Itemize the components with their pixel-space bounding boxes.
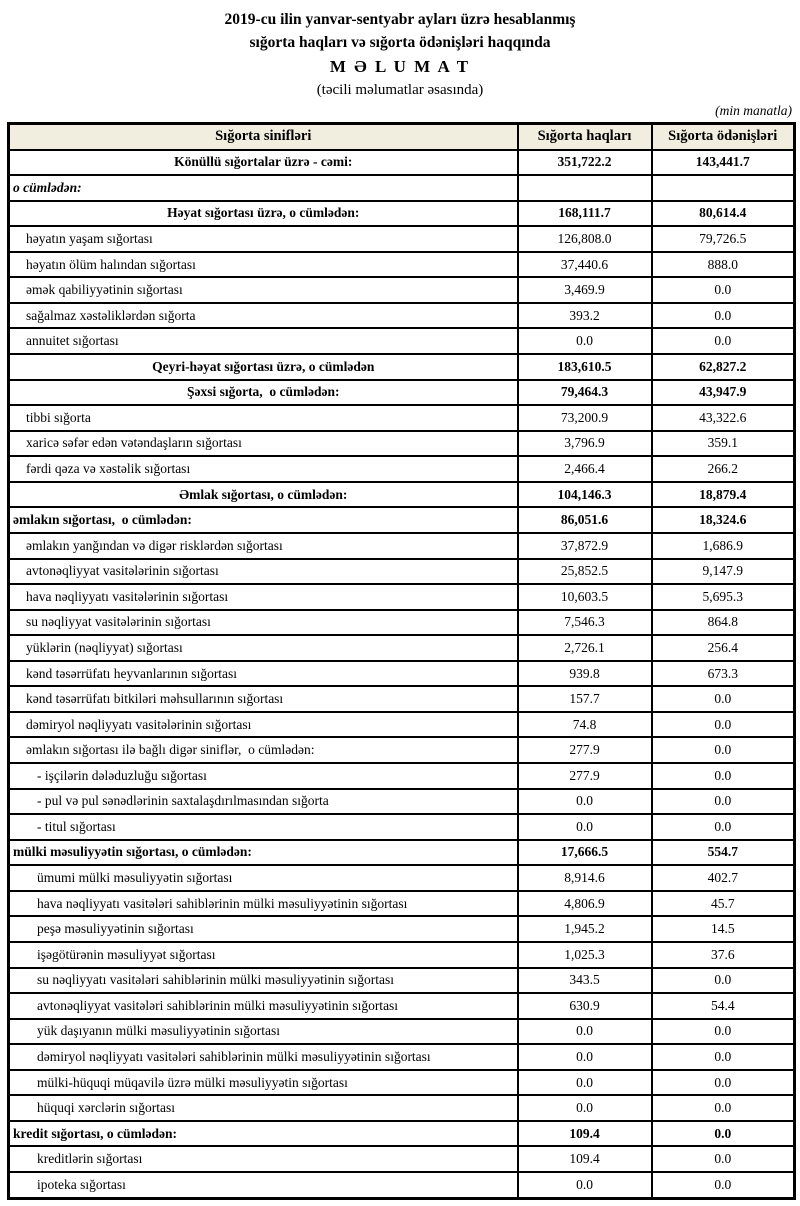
title-line-3: M Ə L U M A T: [329, 57, 471, 76]
table-row: [9, 635, 795, 661]
row-label: Qeyri-həyat sığortası üzrə, o cümlədən: [9, 354, 518, 380]
premiums-value: 7,546.3: [518, 610, 652, 636]
premiums-value: 37,440.6: [518, 252, 652, 278]
payments-value: 43,322.6: [652, 405, 795, 431]
row-label: Şəxsi sığorta, o cümlədən:: [9, 380, 518, 406]
col-header-payments: Sığorta ödənişləri: [652, 124, 795, 150]
payments-value: 888.0: [652, 252, 795, 278]
payments-value: 0.0: [652, 1172, 795, 1199]
payments-value: 9,147.9: [652, 559, 795, 585]
row-label: - titul sığortası: [9, 814, 518, 840]
payments-value: 54.4: [652, 993, 795, 1019]
payments-value: 0.0: [652, 277, 795, 303]
row-label: fərdi qəza və xəstəlik sığortası: [9, 456, 518, 482]
table-row: [9, 942, 795, 968]
payments-value: 0.0: [652, 737, 795, 763]
payments-value: 0.0: [652, 1019, 795, 1045]
payments-value: 0.0: [652, 763, 795, 789]
payments-value: 0.0: [652, 1070, 795, 1096]
payments-value: 143,441.7: [652, 150, 795, 176]
premiums-value: 183,610.5: [518, 354, 652, 380]
title-line-2: sığorta haqları və sığorta ödənişləri haqqında: [249, 34, 551, 51]
row-label: işəgötürənin məsuliyyət sığortası: [9, 942, 518, 968]
payments-value: 0.0: [652, 712, 795, 738]
row-label: kənd təsərrüfatı bitkiləri məhsullarının sığortası: [9, 686, 518, 712]
premiums-value: 630.9: [518, 993, 652, 1019]
table-row: [9, 175, 795, 201]
table-row: [9, 226, 795, 252]
table-row: [9, 891, 795, 917]
table-row: [9, 737, 795, 763]
table-row: [9, 201, 795, 227]
payments-value: 5,695.3: [652, 584, 795, 610]
premiums-value: 939.8: [518, 661, 652, 687]
row-label: avtonəqliyyat vasitələrinin sığortası: [9, 559, 518, 585]
premiums-value: 17,666.5: [518, 840, 652, 866]
row-label: annuitet sığortası: [9, 328, 518, 354]
table-row: [9, 533, 795, 559]
payments-value: [652, 175, 795, 201]
payments-value: 14.5: [652, 916, 795, 942]
row-label: hüquqi xərclərin sığortası: [9, 1095, 518, 1121]
row-label: Könüllü sığortalar üzrə - cəmi:: [9, 150, 518, 176]
premiums-value: 2,466.4: [518, 456, 652, 482]
row-label: su nəqliyyatı vasitələri sahiblərinin mülki məsuliyyətinin sığortası: [9, 968, 518, 994]
premiums-value: 37,872.9: [518, 533, 652, 559]
table-body: [9, 150, 795, 1199]
premiums-value: 0.0: [518, 814, 652, 840]
table-header: [9, 124, 795, 150]
row-label: Həyat sığortası üzrə, o cümlədən:: [9, 201, 518, 227]
premiums-value: 0.0: [518, 1044, 652, 1070]
payments-value: 0.0: [652, 303, 795, 329]
unit-note: (min manatla): [715, 103, 792, 118]
payments-value: 402.7: [652, 865, 795, 891]
table-row: [9, 456, 795, 482]
table-row: [9, 277, 795, 303]
row-label: mülki məsuliyyətin sığortası, o cümlədən:: [9, 840, 518, 866]
payments-value: 37.6: [652, 942, 795, 968]
payments-value: 554.7: [652, 840, 795, 866]
payments-value: 266.2: [652, 456, 795, 482]
table-row: [9, 252, 795, 278]
payments-value: 0.0: [652, 968, 795, 994]
premiums-value: 109.4: [518, 1146, 652, 1172]
table-row: [9, 814, 795, 840]
row-label: həyatın ölüm halından sığortası: [9, 252, 518, 278]
premiums-value: 126,808.0: [518, 226, 652, 252]
payments-value: 0.0: [652, 686, 795, 712]
table-row: [9, 661, 795, 687]
row-label: ümumi mülki məsuliyyətin sığortası: [9, 865, 518, 891]
table-row: [9, 303, 795, 329]
premiums-value: [518, 175, 652, 201]
payments-value: 80,614.4: [652, 201, 795, 227]
row-label: sağalmaz xəstəliklərdən sığorta: [9, 303, 518, 329]
premiums-value: 0.0: [518, 1172, 652, 1199]
premiums-value: 25,852.5: [518, 559, 652, 585]
payments-value: 0.0: [652, 789, 795, 815]
table-row: [9, 1172, 795, 1199]
table-row: [9, 865, 795, 891]
col-header-classes: Sığorta sinifləri: [9, 124, 518, 150]
insurance-table: [7, 122, 796, 1200]
premiums-value: 0.0: [518, 1095, 652, 1121]
premiums-value: 0.0: [518, 1019, 652, 1045]
table-row: [9, 1121, 795, 1147]
payments-value: 0.0: [652, 1121, 795, 1147]
premiums-value: 4,806.9: [518, 891, 652, 917]
row-label: həyatın yaşam sığortası: [9, 226, 518, 252]
payments-value: 0.0: [652, 1146, 795, 1172]
premiums-value: 2,726.1: [518, 635, 652, 661]
row-label: avtonəqliyyat vasitələri sahiblərinin mülki məsuliyyətinin sığortası: [9, 993, 518, 1019]
row-label: əmlakın yanğından və digər risklərdən sığortası: [9, 533, 518, 559]
row-label: o cümlədən:: [9, 175, 518, 201]
table-row: [9, 584, 795, 610]
row-label: əmlakın sığortası, o cümlədən:: [9, 507, 518, 533]
premiums-value: 0.0: [518, 1070, 652, 1096]
table-row: [9, 1019, 795, 1045]
row-label: kreditlərin sığortası: [9, 1146, 518, 1172]
title-line-4: (təcili məlumatlar əsasında): [316, 82, 484, 98]
row-label: hava nəqliyyatı vasitələri sahiblərinin mülki məsuliyyətinin sığortası: [9, 891, 518, 917]
premiums-value: 3,796.9: [518, 431, 652, 457]
row-label: xaricə səfər edən vətəndaşların sığortası: [9, 431, 518, 457]
table-row: [9, 993, 795, 1019]
payments-value: 45.7: [652, 891, 795, 917]
payments-value: 256.4: [652, 635, 795, 661]
row-label: hava nəqliyyatı vasitələrinin sığortası: [9, 584, 518, 610]
table-row: [9, 1146, 795, 1172]
payments-value: 62,827.2: [652, 354, 795, 380]
row-label: yük daşıyanın mülki məsuliyyətinin sığortası: [9, 1019, 518, 1045]
premiums-value: 343.5: [518, 968, 652, 994]
table-row: [9, 1044, 795, 1070]
premiums-value: 277.9: [518, 763, 652, 789]
row-label: dəmiryol nəqliyyatı vasitələri sahiblərinin mülki məsuliyyətinin sığortası: [9, 1044, 518, 1070]
premiums-value: 393.2: [518, 303, 652, 329]
payments-value: 0.0: [652, 1044, 795, 1070]
table-row: [9, 1095, 795, 1121]
payments-value: 0.0: [652, 1095, 795, 1121]
table-row: [9, 763, 795, 789]
table-row: [9, 916, 795, 942]
table-row: [9, 150, 795, 176]
row-label: ipoteka sığortası: [9, 1172, 518, 1199]
premiums-value: 73,200.9: [518, 405, 652, 431]
table-row: [9, 559, 795, 585]
payments-value: 43,947.9: [652, 380, 795, 406]
row-label: - işçilərin dələduzluğu sığortası: [9, 763, 518, 789]
title-line-1: 2019-cu ilin yanvar-sentyabr ayları üzrə hesablanmış: [224, 11, 576, 28]
premiums-value: 157.7: [518, 686, 652, 712]
premiums-value: 277.9: [518, 737, 652, 763]
table-row: [9, 431, 795, 457]
payments-value: 864.8: [652, 610, 795, 636]
table-row: [9, 405, 795, 431]
row-label: tibbi sığorta: [9, 405, 518, 431]
table-row: [9, 686, 795, 712]
table-row: [9, 380, 795, 406]
premiums-value: 0.0: [518, 789, 652, 815]
title-block: [7, 8, 793, 102]
premiums-value: 74.8: [518, 712, 652, 738]
payments-value: 1,686.9: [652, 533, 795, 559]
premiums-value: 1,945.2: [518, 916, 652, 942]
row-label: yüklərin (nəqliyyat) sığortası: [9, 635, 518, 661]
row-label: - pul və pul sənədlərinin saxtalaşdırılmasından sığorta: [9, 789, 518, 815]
premiums-value: 10,603.5: [518, 584, 652, 610]
premiums-value: 1,025.3: [518, 942, 652, 968]
payments-value: 18,879.4: [652, 482, 795, 508]
table-row: [9, 507, 795, 533]
premiums-value: 86,051.6: [518, 507, 652, 533]
payments-value: 79,726.5: [652, 226, 795, 252]
premiums-value: 79,464.3: [518, 380, 652, 406]
table-row: [9, 789, 795, 815]
table-header-row: [9, 124, 795, 150]
table-row: [9, 328, 795, 354]
premiums-value: 168,111.7: [518, 201, 652, 227]
row-label: su nəqliyyat vasitələrinin sığortası: [9, 610, 518, 636]
col-header-premiums: Sığorta haqları: [518, 124, 652, 150]
premiums-value: 109.4: [518, 1121, 652, 1147]
payments-value: 0.0: [652, 814, 795, 840]
row-label: kredit sığortası, o cümlədən:: [9, 1121, 518, 1147]
table-row: [9, 610, 795, 636]
payments-value: 0.0: [652, 328, 795, 354]
payments-value: 18,324.6: [652, 507, 795, 533]
premiums-value: 8,914.6: [518, 865, 652, 891]
table-row: [9, 840, 795, 866]
table-row: [9, 712, 795, 738]
row-label: dəmiryol nəqliyyatı vasitələrinin sığortası: [9, 712, 518, 738]
row-label: kənd təsərrüfatı heyvanlarının sığortası: [9, 661, 518, 687]
table-row: [9, 482, 795, 508]
row-label: Əmlak sığortası, o cümlədən:: [9, 482, 518, 508]
payments-value: 359.1: [652, 431, 795, 457]
row-label: peşə məsuliyyətinin sığortası: [9, 916, 518, 942]
row-label: mülki-hüquqi müqavilə üzrə mülki məsuliyyətin sığortası: [9, 1070, 518, 1096]
premiums-value: 104,146.3: [518, 482, 652, 508]
table-row: [9, 968, 795, 994]
payments-value: 673.3: [652, 661, 795, 687]
premiums-value: 351,722.2: [518, 150, 652, 176]
premiums-value: 3,469.9: [518, 277, 652, 303]
premiums-value: 0.0: [518, 328, 652, 354]
table-row: [9, 354, 795, 380]
row-label: əmlakın sığortası ilə bağlı digər siniflər, o cümlədən:: [9, 737, 518, 763]
row-label: əmək qabiliyyətinin sığortası: [9, 277, 518, 303]
table-row: [9, 1070, 795, 1096]
